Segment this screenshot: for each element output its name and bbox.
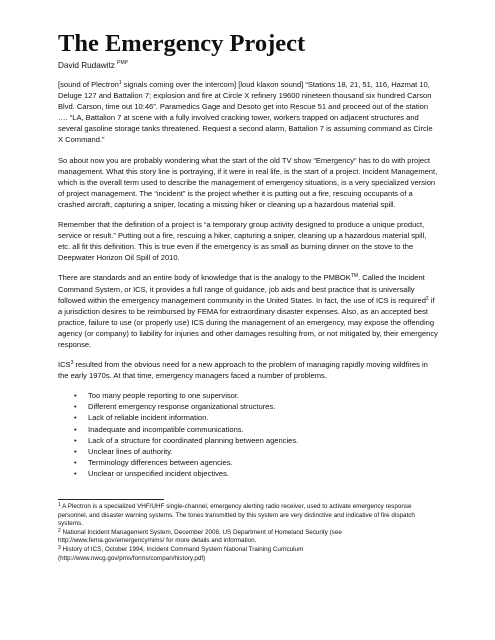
footnote-text: A Plectron is a specialized VHF/UHF single-channel, emergency alerting radio receiver, used to activate emergency response personnel, and disaster warning systems. The tones transmitted by this system are very distinctive and indicative of fire dispatch systems. [58, 503, 415, 528]
list-item-text: Unclear lines of authority. [88, 446, 173, 456]
footnote-3 [58, 546, 438, 563]
list-item [58, 401, 438, 412]
problem-list [58, 390, 438, 479]
paragraph-3 [58, 219, 438, 263]
document-title: The Emergency Project [58, 30, 306, 57]
paragraph-text: [sound of Plectron [58, 80, 119, 89]
list-item [58, 457, 438, 468]
list-item-text: Different emergency response organizational structures. [88, 402, 276, 412]
document-page [58, 30, 438, 563]
author-name: David Rudawitz [58, 61, 115, 70]
paragraph-text: There are standards and an entire body of knowledge that is the analogy to the PMBOK [58, 273, 351, 283]
footnote-divider [58, 499, 164, 500]
footnote-1 [58, 503, 438, 529]
bullet-icon: • [74, 402, 77, 412]
list-item-text: Too many people reporting to one supervisor. [88, 391, 240, 401]
footnote-ref-2: 2 [425, 295, 429, 302]
footnote-number: 2 [58, 527, 61, 534]
list-item [58, 412, 438, 423]
paragraph-text: ICS [58, 360, 71, 370]
paragraph-text: resulted from the obvious need for a new approach to the problem of managing rapidly moving wildfires in the early 1970s. At that time, emergency managers faced a number of problems. [58, 360, 428, 381]
paragraph-text: . Called the Incident Command System, or ICS, it provides a full range of guidance, job aids and best practice that is universally followed within the emergency management community in the United States. In fact, the use of ICS is required [58, 273, 426, 305]
paragraph-text: signals coming over the intercom] [loud klaxon sound] “Stations 18, 21, 51, 116, Hazmat 10, Deluge 127 and Battalion 7; explosion and fire at Circle X refinery 19600 nineteen thousand six hundred Carson Blvd. Carson, time out 10:46”. Paramedics Gage and Desoto get into Rescue 51 and proceed out of the station …. “LA, Battalion 7 at scene with a fully involved cracking tower, workers trapped on adjacent structures and several gasoline storage tanks threatened. Request a second alarm, Battalion 7 is assuming command as Circle X Command.” [58, 80, 433, 145]
paragraph-5 [58, 359, 438, 381]
footnote-number: 1 [58, 502, 61, 508]
paragraph-2 [58, 155, 438, 210]
footnote-number: 3 [58, 544, 61, 551]
bullet-icon: • [74, 468, 77, 478]
list-item [58, 435, 438, 446]
footnote-text: National Incident Management System, December 2008, US Department of Homeland Security (see http://www.fema.gov/emergency/nims/ for more details and information. [58, 528, 342, 545]
list-item [58, 424, 438, 435]
list-item-text: Lack of reliable incident information. [88, 413, 209, 423]
footnote-2 [58, 529, 438, 546]
footnote-text: History of ICS, October 1994, Incident Command System National Training Curriculum (http://www.nwcg.gov/pms/forms/compan/history.pdf) [58, 545, 304, 562]
list-item-text: Inadequate and incompatible communications. [88, 424, 244, 434]
bullet-icon: • [74, 413, 77, 423]
bullet-icon: • [74, 457, 77, 467]
paragraph-text: Remember that the definition of a project is “a temporary group activity designed to produce a unique product, service or result.” Putting out a fire, rescuing a hiker, capturing a sniper, cleaning up a hazardous material spill, etc. all fit this definition. This is true even if the emergency is as small as burning dinner on the stove to the Deepwater Horizon Oil Spill of 2010. [58, 220, 427, 263]
list-item-text: Unclear or unspecified incident objectives. [88, 468, 229, 478]
bullet-icon: • [74, 424, 77, 434]
author-credential: PMP [117, 60, 129, 66]
list-item [58, 468, 438, 479]
trademark-mark: TM [350, 273, 359, 280]
list-item [58, 390, 438, 401]
bullet-icon: • [74, 446, 77, 456]
list-item-text: Lack of a structure for coordinated planning between agencies. [88, 435, 299, 445]
footnote-ref-3: 3 [70, 360, 74, 367]
paragraph-4 [58, 272, 438, 350]
bullet-icon: • [74, 391, 77, 401]
list-item [58, 446, 438, 457]
footnote-ref-1: 1 [118, 80, 122, 86]
paragraph-1 [58, 79, 438, 146]
paragraph-text: So about now you are probably wondering what the start of the old TV show “Emergency” has to do with project management. What this story line is portraying, if it were in real life, is the start of a project. Incident Management, which is the overall term used to describe the management of emergency situations, is a very specialized version of project management. The “incident” is the project whether it is putting out a fire, rescuing occupants of a crashed aircraft, capturing a sniper, locating a missing hiker or cleaning up a hazardous material spill. [58, 155, 438, 209]
list-item-text: Terminology differences between agencies. [88, 457, 233, 467]
paragraph-text: if a jurisdiction desires to be reimbursed by FEMA for extraordinary disaster expenses. Also, as an accepted best practice, failure to use (or properly use) ICS during the management of an emergency, may expose the offending agency (or company) to liability for injuries and other damages resulting from, or not mitigated by, their emergency response. [58, 295, 438, 349]
bullet-icon: • [74, 435, 77, 445]
author-line [58, 58, 438, 71]
